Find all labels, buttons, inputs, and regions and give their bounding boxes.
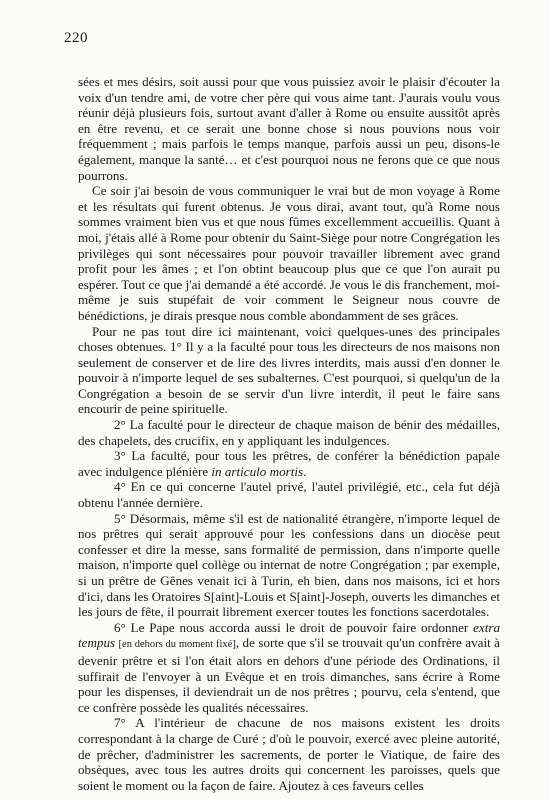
paragraph-p3 <box>78 324 500 418</box>
paragraph-text: 3° La faculté, pour tous les prêtres, de conférer la bénédiction papale avec indulgence plénière <box>78 448 500 479</box>
paragraph-text: , de sorte que s'il se trouvait qu'un confrère avait à devenir prêtre et si l'on était alors en dehors d'une période des Ordinations, il suffirait de l'envoyer à un Evêque et en trois dimanches, sans écrire à Rome pour les dispenses, il deviendrait un de nos prêtres ; pourvu, cela s'entend, que ce confrère possède les qualités nécessaires. <box>78 635 500 715</box>
paragraph-p9 <box>78 715 500 793</box>
paragraph-text: 4° En ce qui concerne l'autel privé, l'autel privilégié, etc., cela fut déjà obtenu l'année dernière. <box>78 479 500 511</box>
paragraph-text: Pour ne pas tout dire ici maintenant, voici quelques-unes des principales choses obtenues. 1° Il y a la faculté pour tous les directeurs de nos maisons non seulement de conserver et de lire des livres interdits, mais aussi d'en donner le pouvoir à n'importe lequel de ses subalternes. C'est pourquoi, si quelqu'un de la Congrégation a besoin de se servir d'un livre interdit, il peut le faire sans encourir de peine spirituelle. <box>78 323 500 417</box>
paragraph-text: 7° A l'intérieur de chacune de nos maisons existent les droits correspondant à la charge de Curé ; d'où le pouvoir, exercé avec pleine autorité, de prêcher, d'administrer les sacrements, de porter le Viatique, de faire des obsèques, avec tous les autres droits qui concernent les paroisses, quels que soient le moment ou la façon de faire. Ajoutez à ces faveurs celles <box>78 715 500 793</box>
paragraph-text: in articulo mortis <box>211 463 304 479</box>
paragraph-text: [en dehors du moment fixé] <box>118 639 236 651</box>
paragraph-p8 <box>78 620 500 716</box>
paragraph-text: . <box>303 463 307 479</box>
paragraph-text: 6° Le Pape nous accorda aussi le droit de pouvoir faire ordonner <box>114 619 474 635</box>
paragraph-p2 <box>78 183 500 323</box>
paragraph-p1 <box>78 74 500 183</box>
paragraph-text: extra tempus <box>78 619 500 651</box>
body-text <box>78 74 500 793</box>
paragraph-p4 <box>78 417 500 448</box>
page-number: 220 <box>64 30 88 46</box>
paragraph-text: sées et mes désirs, soit aussi pour que vous puissiez avoir le plaisir d'écouter la voix d'un tendre ami, de votre cher père qui vous aime tant. J'aurais voulu vous réunir déjà plusieurs fois, surtout avant d'aller à Rome ou ensuite aussitôt après en être revenu, et ce serait une bonne chose si nous pouvions nous voir fréquemment ; mais parfois le temps manque, parfois aussi un peu, disons-le également, manque la santé… et c'est pourquoi nous ne ferons que ce que nous pourrons. <box>78 74 500 183</box>
paragraph-text: 2° La faculté pour le directeur de chaque maison de bénir des médailles, des chapelets, des crucifix, en y appliquant les indulgences. <box>78 417 500 448</box>
paragraph-p5 <box>78 448 500 479</box>
paragraph-text: Ce soir j'ai besoin de vous communiquer le vrai but de mon voyage à Rome et les résultats qui furent obtenus. Je vous dirai, avant tout, qu'à Rome nous sommes vraiment bien vus et que nous fûmes excellemment accueillis. Quant à moi, j'étais allé à Rome pour obtenir du Saint-Siège pour notre Congrégation les privilèges qui sont nécessaires pour pouvoir travailler librement avec grand profit pour les âmes ; et l'on obtint beaucoup plus que ce que l'on aurait pu espérer. Tout ce que j'ai demandé a été accordé. Je vous le dis franchement, moi-même je suis stupéfait de voir comment le Seigneur nous couvre de bénédictions, je dirais presque nous comble abondamment de ses grâces. <box>78 183 500 323</box>
paragraph-text: 5° Désormais, même s'il est de nationalité étrangère, n'importe lequel de nos prêtres qui serait approuvé pour les confessions dans un diocèse peut confesser et dire la messe, sans formalité de permission, dans n'importe quelle maison, n'importe quel collège ou internat de notre Congrégation ; par exemple, si un prêtre de Gênes venait ici à Turin, eh bien, dans nos maisons, ici et hors d'ici, dans les Oratoires S[aint]-Louis et S[aint]-Joseph, ouverts les dimanches et les jours de fête, il pourrait librement exercer toutes les fonctions sacerdotales. <box>78 510 500 620</box>
paragraph-p6 <box>78 479 500 510</box>
paragraph-p7 <box>78 511 500 620</box>
